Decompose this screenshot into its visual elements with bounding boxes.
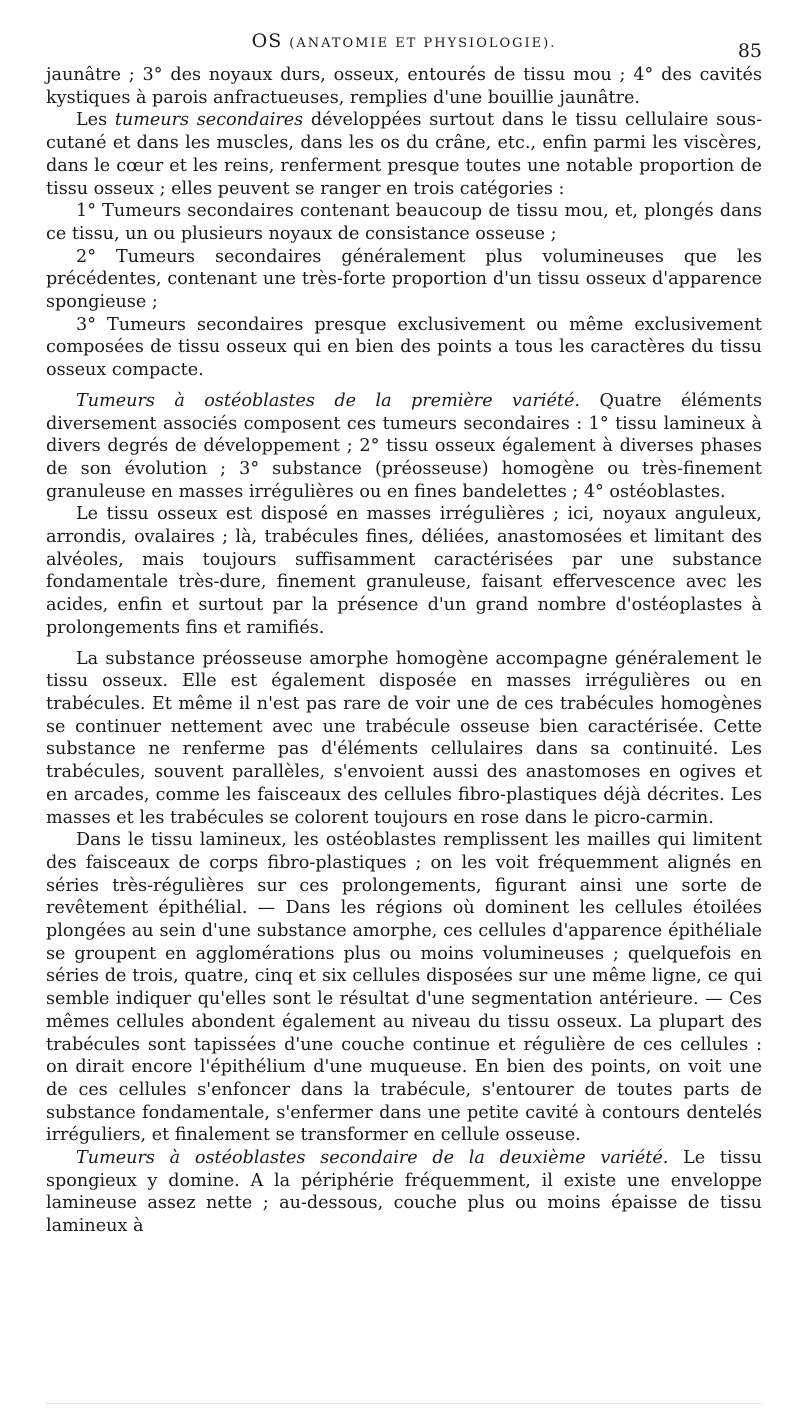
paragraph-7: [46, 503, 762, 639]
paragraph-5: [46, 314, 762, 382]
paragraph-text: 2° Tumeurs secondaires généralement plus volumineuses que les précédentes, contenant une très-forte proportion d'un tissu osseux d'apparence spongieuse ;: [46, 246, 762, 313]
paragraph-text: 3° Tumeurs secondaires presque exclusivement ou même exclusivement composées de tissu osseux qui en bien des points a tous les caractères du tissu osseux compacte.: [46, 314, 762, 381]
paragraph-text: Dans le tissu lamineux, les ostéoblastes remplissent les mailles qui limitent des faisceaux de corps fibro-plastiques ; on les voit fréquemment alignés en séries très-régulières sur ces prolongements, figurant ainsi une sorte de revêtement épithélial. — Dans les régions où dominent les cellules étoilées plongées au sein d'une substance amorphe, ces cellules d'apparence épithéliale se groupent en agglomérations plus ou moins volumineuses ; quelquefois en séries de trois, quatre, cinq et six cellules disposées sur une même ligne, ce qui semble indiquer qu'elles sont le résultat d'une segmentation antérieure. — Ces mêmes cellules abondent également au niveau du tissu osseux. La plupart des trabécules sont tapissées d'une couche continue et régulière de ces cellules : on dirait encore l'épithélium d'une muqueuse. En bien des points, on voit une de ces cellules s'enfoncer dans la trabécule, s'entourer de toutes parts de substance fondamentale, s'enfermer dans une petite cavité à contours dentelés irréguliers, et finalement se transformer en cellule osseuse.: [46, 830, 762, 1146]
running-header: [46, 0, 762, 64]
section-heading-first-variety: Tumeurs à ostéoblastes de la première variété.: [76, 390, 581, 411]
page-number: 85: [737, 40, 762, 62]
page-bottom-rule: [46, 1403, 762, 1408]
paragraph-text: développées surtout dans le tissu cellulaire sous-cutané et dans les muscles, dans les os du crâne, etc., enfin parmi les viscères, dans le cœur et les reins, renferment presque toutes une notable proportion de tissu osseux ; elles peuvent se ranger en trois catégories :: [46, 110, 763, 199]
paragraph-2: [46, 109, 762, 200]
paragraph-italic-term: tumeurs secondaires: [114, 110, 304, 131]
paragraph-text: Le tissu osseux est disposé en masses irrégulières ; ici, noyaux anguleux, arrondis, ovalaires ; là, trabécules fines, déliées, anastomosées et limitant des alvéoles, mais toujours suffisamment caractérisées par une substance fondamentale très-dure, finement granuleuse, faisant effervescence avec les acides, enfin et surtout par la présence d'un grand nombre d'ostéoplastes à prolongements fins et ramifiés.: [46, 504, 762, 638]
paragraph-text: jaunâtre ; 3° des noyaux durs, osseux, entourés de tissu mou ; 4° des cavités kystiques à parois anfractueuses, remplies d'une bouillie jaunâtre.: [46, 65, 762, 108]
paragraph-6: [46, 390, 762, 504]
page-body: [46, 64, 762, 1238]
paragraph-3: [46, 200, 762, 245]
running-title: [46, 30, 762, 52]
paragraph-4: [46, 246, 762, 314]
paragraph-text: Quatre éléments diversement associés composent ces tumeurs secondaires : 1° tissu lamineux à divers degrés de développement ; 2° tissu osseux également à diverses phases de son évolution ; 3° substance (préosseuse) homogène ou très-finement granuleuse en masses irrégulières ou en fines bandelettes ; 4° ostéoblastes.: [46, 390, 762, 502]
paragraph-lead: Les: [76, 110, 115, 131]
paragraph-text: La substance préosseuse amorphe homogène accompagne généralement le tissu osseux. Elle est également disposée en masses irrégulières ou en trabécules. Et même il n'est pas rare de voir une de ces trabécules homogènes se continuer nettement avec une trabécule osseuse bien caractérisée. Cette substance ne renferme pas d'éléments cellulaires dans sa continuité. Les trabécules, souvent parallèles, s'envoient aussi des anastomoses en ogives et en arcades, comme les faisceaux des cellules fibro-plastiques déjà décrites. Les masses et les trabécules se colorent toujours en rose dans le picro-carmin.: [46, 648, 762, 828]
paragraph-text: Le tissu spongieux y domine. A la périphérie fréquemment, il existe une enveloppe lamineuse assez nette ; au-dessous, couche plus ou moins épaisse de tissu lamineux à: [46, 1148, 762, 1237]
running-title-subtitle: (ANATOMIE ET PHYSIOLOGIE).: [289, 36, 557, 51]
section-heading-second-variety: Tumeurs à ostéoblastes secondaire de la deuxième variété.: [76, 1148, 669, 1169]
running-title-main: OS: [251, 30, 283, 52]
paragraph-8: [46, 648, 762, 830]
paragraph-text: 1° Tumeurs secondaires contenant beaucoup de tissu mou, et, plongés dans ce tissu, un ou plusieurs noyaux de consistance osseuse ;: [46, 201, 762, 244]
paragraph-1: [46, 64, 762, 109]
paragraph-9: [46, 829, 762, 1147]
paragraph-10: [46, 1147, 762, 1238]
